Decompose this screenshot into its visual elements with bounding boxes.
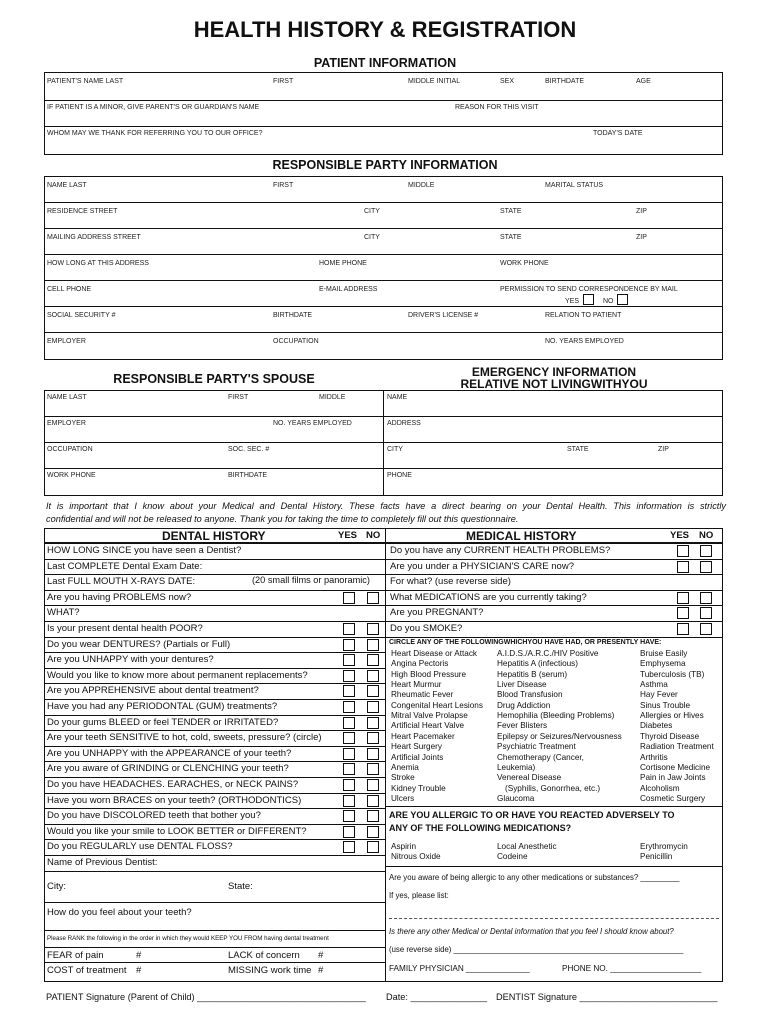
rp-license-field[interactable]: DRIVER'S LICENSE # bbox=[408, 312, 479, 319]
patient-signature-field[interactable]: PATIENT Signature (Parent of Child) _________________________________ bbox=[46, 992, 366, 1002]
permission-no-label: NO bbox=[603, 298, 614, 305]
dental-no-checkbox[interactable] bbox=[367, 810, 379, 822]
dentist-signature-field[interactable]: DENTIST Signature ___________________________ bbox=[496, 992, 718, 1002]
dental-question: HOW LONG SINCE you have seen a Dentist? bbox=[47, 545, 242, 556]
medical-yes-checkbox[interactable] bbox=[677, 592, 689, 604]
dental-yes-checkbox[interactable] bbox=[343, 810, 355, 822]
condition-item[interactable]: Artificial Joints bbox=[391, 752, 444, 762]
dental-no-checkbox[interactable] bbox=[367, 639, 379, 651]
rp-mailing-city-field[interactable]: CITY bbox=[364, 234, 380, 241]
permission-no-checkbox[interactable] bbox=[617, 294, 628, 305]
dental-yes-checkbox[interactable] bbox=[343, 685, 355, 697]
condition-item[interactable]: A.I.D.S./A.R.C./HIV Positive bbox=[497, 649, 599, 658]
rank-lack-input[interactable]: # bbox=[318, 950, 324, 961]
condition-item[interactable]: Cosmetic Surgery bbox=[640, 793, 706, 803]
condition-item[interactable]: Angina Pectoris bbox=[391, 659, 449, 669]
condition-item[interactable]: Kidney Trouble bbox=[391, 783, 446, 793]
dental-question: Do you REGULARLY use DENTAL FLOSS? bbox=[47, 841, 233, 853]
condition-item[interactable]: Stroke bbox=[391, 773, 415, 783]
emergency-zip-field[interactable]: ZIP bbox=[658, 446, 669, 453]
medical-no-checkbox[interactable] bbox=[700, 561, 712, 573]
condition-item[interactable]: Heart Disease or Attack bbox=[391, 649, 478, 658]
dental-question: Are your teeth SENSITIVE to hot, cold, sweets, pressure? (circle) bbox=[47, 732, 322, 744]
dental-question: Do you wear DENTURES? (Partials or Full) bbox=[47, 638, 231, 650]
medical-question: Do you SMOKE? bbox=[390, 623, 463, 634]
rp-first-field[interactable]: FIRST bbox=[273, 182, 294, 189]
rp-mailing-field[interactable]: MAILING ADDRESS STREET bbox=[47, 234, 141, 241]
dental-no-checkbox[interactable] bbox=[367, 701, 379, 713]
xray-note: (20 small films or panoramic) bbox=[252, 575, 370, 585]
rank-fear: FEAR of pain bbox=[47, 950, 104, 961]
dental-question: Is your present dental health POOR? bbox=[47, 623, 203, 634]
spouse-work-phone-field[interactable]: WORK PHONE bbox=[47, 472, 96, 479]
medical-question: Are you under a PHYSICIAN'S CARE now? bbox=[390, 560, 574, 572]
medical-question: For what? (use reverse side) bbox=[390, 576, 511, 588]
spouse-name-last-field[interactable]: NAME LAST bbox=[47, 394, 87, 401]
rank-missing-input[interactable]: # bbox=[318, 965, 324, 976]
condition-item[interactable]: Blood Transfusion bbox=[497, 690, 563, 700]
rp-residence-field[interactable]: RESIDENCE STREET bbox=[47, 208, 118, 215]
medical-yes-checkbox[interactable] bbox=[677, 607, 689, 619]
emergency-section-heading: EMERGENCY INFORMATION bbox=[471, 365, 637, 379]
medical-no-checkbox[interactable] bbox=[700, 623, 712, 635]
rp-ssn-field[interactable]: SOCIAL SECURITY # bbox=[47, 312, 116, 319]
med-aspirin[interactable]: Aspirin bbox=[391, 842, 417, 851]
rp-marital-field[interactable]: MARITAL STATUS bbox=[545, 182, 604, 189]
dental-no-checkbox[interactable] bbox=[367, 732, 379, 744]
dental-question: Have you worn BRACES on your teeth? (ORTHODONTICS) bbox=[47, 794, 302, 806]
rp-occupation-field[interactable]: OCCUPATION bbox=[273, 338, 319, 345]
rank-cost: COST of treatment bbox=[47, 965, 127, 976]
spouse-birthdate-field[interactable]: BIRTHDATE bbox=[228, 472, 268, 479]
condition-item[interactable]: Anemia bbox=[391, 762, 419, 772]
medical-question: Are you PREGNANT? bbox=[390, 607, 484, 619]
condition-item[interactable]: Psychiatric Treatment bbox=[497, 742, 576, 752]
condition-item[interactable]: Heart Murmur bbox=[391, 680, 442, 690]
dental-yes-checkbox[interactable] bbox=[343, 623, 355, 635]
dental-question: Name of Previous Dentist: bbox=[47, 857, 158, 868]
condition-item[interactable]: Hemophilia (Bleeding Problems) bbox=[497, 711, 615, 721]
medical-yes-checkbox[interactable] bbox=[677, 545, 689, 557]
emergency-address-field[interactable]: ADDRESS bbox=[387, 420, 421, 427]
condition-item[interactable]: Arthritis bbox=[640, 752, 668, 762]
condition-item[interactable]: Venereal Disease bbox=[497, 773, 562, 783]
dental-question: Do your gums BLEED or feel TENDER or IRRITATED? bbox=[47, 716, 279, 728]
medical-yes-header: YES bbox=[670, 530, 690, 541]
medical-history-heading: MEDICAL HISTORY bbox=[466, 529, 577, 543]
medical-no-checkbox[interactable] bbox=[700, 592, 712, 604]
condition-item[interactable]: Leukemia) bbox=[497, 762, 536, 772]
rp-permission-label: PERMISSION TO SEND CORRESPONDENCE BY MAIL bbox=[500, 286, 678, 293]
notice-line-1: It is important that I know about your Medical and Dental History. These facts have a direct bearing on your Dental Health. This information is strictly bbox=[46, 501, 726, 511]
med-codeine[interactable]: Codeine bbox=[497, 852, 528, 861]
condition-item[interactable]: Asthma bbox=[640, 680, 668, 690]
referral-field[interactable]: WHOM MAY WE THANK FOR REFERRING YOU TO OUR OFFICE? bbox=[47, 130, 263, 137]
rp-zip-field[interactable]: ZIP bbox=[636, 208, 647, 215]
dental-no-checkbox[interactable] bbox=[367, 717, 379, 729]
dental-yes-checkbox[interactable] bbox=[343, 826, 355, 838]
medical-no-checkbox[interactable] bbox=[700, 545, 712, 557]
spouse-middle-field[interactable]: MIDDLE bbox=[319, 394, 346, 401]
dental-yes-checkbox[interactable] bbox=[343, 670, 355, 682]
other-allergy-question[interactable]: Are you aware of being allergic to any other medications or substances? _________ bbox=[389, 873, 680, 882]
condition-item[interactable]: Heart Pacemaker bbox=[391, 731, 455, 741]
dental-no-checkbox[interactable] bbox=[367, 592, 379, 604]
patient-section-heading: PATIENT INFORMATION bbox=[313, 56, 457, 70]
condition-item[interactable]: Liver Disease bbox=[497, 680, 547, 690]
rank-fear-input[interactable]: # bbox=[136, 950, 142, 961]
dental-no-header: NO bbox=[366, 530, 381, 541]
dental-question: Last FULL MOUTH X-RAYS DATE: bbox=[47, 576, 196, 588]
allergy-question-1: ARE YOU ALLERGIC TO OR HAVE YOU REACTED ADVERSELY TO bbox=[389, 810, 675, 820]
patient-info-box bbox=[44, 72, 723, 155]
medical-no-header: NO bbox=[699, 530, 714, 541]
dental-yes-header: YES bbox=[338, 530, 358, 541]
condition-item[interactable]: Thyroid Disease bbox=[640, 731, 700, 741]
condition-item[interactable]: Cortisone Medicine bbox=[640, 762, 711, 772]
condition-item[interactable]: Hay Fever bbox=[640, 690, 678, 700]
dental-yes-checkbox[interactable] bbox=[343, 654, 355, 666]
condition-item[interactable]: Emphysema bbox=[640, 659, 686, 669]
condition-item[interactable]: (Syphilis, Gonorrhea, etc.) bbox=[505, 783, 601, 793]
dental-question: Last COMPLETE Dental Exam Date: bbox=[47, 560, 203, 572]
dental-yes-checkbox[interactable] bbox=[343, 841, 355, 853]
dental-question: Would you like your smile to LOOK BETTER or DIFFERENT? bbox=[47, 825, 307, 837]
dental-yes-checkbox[interactable] bbox=[343, 639, 355, 651]
condition-item[interactable]: Allergies or Hives bbox=[640, 711, 704, 721]
dental-no-checkbox[interactable] bbox=[367, 763, 379, 775]
condition-item[interactable]: High Blood Pressure bbox=[391, 669, 467, 679]
dental-yes-checkbox[interactable] bbox=[343, 732, 355, 744]
medical-question: What MEDICATIONS are you currently taking? bbox=[390, 591, 587, 603]
rp-employer-field[interactable]: EMPLOYER bbox=[47, 338, 86, 345]
condition-item[interactable]: Heart Surgery bbox=[391, 742, 442, 752]
circle-conditions-instruction: CIRCLE ANY OF THE FOLLOWINGWHICHYOU HAVE HAD, OR PRESENTLY HAVE: bbox=[389, 639, 662, 646]
spouse-first-field[interactable]: FIRST bbox=[228, 394, 249, 401]
emergency-city-field[interactable]: CITY bbox=[387, 446, 403, 453]
dental-yes-checkbox[interactable] bbox=[343, 779, 355, 791]
dental-no-checkbox[interactable] bbox=[367, 779, 379, 791]
allergy-question-2: ANY OF THE FOLLOWING MEDICATIONS? bbox=[389, 823, 572, 833]
permission-yes-label: YES bbox=[565, 298, 580, 305]
spouse-section-heading: RESPONSIBLE PARTY'S SPOUSE bbox=[113, 372, 315, 386]
condition-item[interactable]: Tuberculosis (TB) bbox=[640, 669, 705, 679]
dental-no-checkbox[interactable] bbox=[367, 748, 379, 760]
rp-email-field[interactable]: E-MAIL ADDRESS bbox=[319, 286, 378, 293]
condition-item[interactable]: Bruise Easily bbox=[640, 649, 688, 658]
dental-question: Would you like to know more about permanent replacements? bbox=[47, 669, 308, 681]
rp-mailing-zip-field[interactable]: ZIP bbox=[636, 234, 647, 241]
rp-middle-field[interactable]: MIDDLE bbox=[408, 182, 435, 189]
dental-question: Do you have DISCOLORED teeth that bother you? bbox=[47, 810, 261, 822]
guardian-name-field[interactable]: IF PATIENT IS A MINOR, GIVE PARENT'S OR GUARDIAN'S NAME bbox=[47, 104, 260, 111]
dental-no-checkbox[interactable] bbox=[367, 654, 379, 666]
responsible-section-heading: RESPONSIBLE PARTY INFORMATION bbox=[272, 158, 498, 172]
rank-missing-work: MISSING work time bbox=[228, 965, 312, 976]
physician-phone-field[interactable]: PHONE NO. ____________________ bbox=[562, 964, 702, 973]
spouse-soc-field[interactable]: SOC. SEC. # bbox=[228, 446, 270, 453]
patient-sex-field[interactable]: SEX bbox=[500, 78, 515, 85]
rp-cell-field[interactable]: CELL PHONE bbox=[47, 286, 92, 293]
previous-dentist-city-field[interactable]: City: bbox=[47, 881, 66, 892]
condition-item[interactable]: Drug Addiction bbox=[497, 700, 551, 710]
allergy-list-field[interactable]: If yes, please list: bbox=[389, 891, 449, 900]
med-local-anesthetic[interactable]: Local Anesthetic bbox=[497, 842, 557, 851]
emergency-state-field[interactable]: STATE bbox=[567, 446, 589, 453]
condition-item[interactable]: Radiation Treatment bbox=[640, 742, 714, 752]
rank-lack: LACK of concern bbox=[228, 950, 300, 961]
family-physician-field[interactable]: FAMILY PHYSICIAN ______________ bbox=[389, 964, 530, 973]
patient-middle-initial-field[interactable]: MIDDLE INITIAL bbox=[408, 78, 461, 85]
permission-yes-checkbox[interactable] bbox=[583, 294, 594, 305]
condition-item[interactable]: Hepatitis A (infectious) bbox=[497, 659, 579, 669]
dental-no-checkbox[interactable] bbox=[367, 841, 379, 853]
spouse-employer-field[interactable]: EMPLOYER bbox=[47, 420, 86, 427]
patient-name-last-field[interactable]: PATIENT'S NAME LAST bbox=[47, 78, 124, 85]
dental-yes-checkbox[interactable] bbox=[343, 717, 355, 729]
dental-yes-checkbox[interactable] bbox=[343, 795, 355, 807]
condition-item[interactable]: Glaucoma bbox=[497, 793, 535, 803]
condition-item[interactable]: Pain in Jaw Joints bbox=[640, 773, 706, 783]
other-info-field[interactable]: (use reverse side) _____________________________________________________ bbox=[389, 945, 684, 954]
medical-question: Do you have any CURRENT HEALTH PROBLEMS? bbox=[390, 545, 611, 556]
medical-yes-checkbox[interactable] bbox=[677, 561, 689, 573]
condition-item[interactable]: Fever Blisters bbox=[497, 721, 548, 731]
dental-yes-checkbox[interactable] bbox=[343, 748, 355, 760]
other-info-question: Is there any other Medical or Dental information that you feel I should know about? bbox=[389, 927, 674, 936]
med-nitrous-oxide[interactable]: Nitrous Oxide bbox=[391, 852, 441, 861]
med-erythromycin[interactable]: Erythromycin bbox=[640, 842, 688, 851]
rp-state-field[interactable]: STATE bbox=[500, 208, 522, 215]
condition-item[interactable]: Diabetes bbox=[640, 721, 673, 731]
rank-instruction: Please RANK the following in the order in which they would KEEP YOU FROM having dental treatment bbox=[47, 935, 329, 942]
notice-line-2: confidential and will not be released to anyone. Thank you for taking the time to completely fill out this questionnaire. bbox=[46, 514, 519, 524]
condition-item[interactable]: Congenital Heart Lesions bbox=[391, 700, 483, 710]
feel-about-teeth-field[interactable]: How do you feel about your teeth? bbox=[47, 907, 192, 918]
dental-yes-checkbox[interactable] bbox=[343, 592, 355, 604]
rp-mailing-state-field[interactable]: STATE bbox=[500, 234, 522, 241]
dental-no-checkbox[interactable] bbox=[367, 685, 379, 697]
emergency-subheading: RELATIVE NOT LIVINGWITHYOU bbox=[460, 377, 648, 391]
condition-item[interactable]: Epilepsy or Seizures/Nervousness bbox=[497, 731, 622, 741]
dental-question: Are you having PROBLEMS now? bbox=[47, 591, 192, 603]
emergency-name-field[interactable]: NAME bbox=[387, 394, 408, 401]
rp-years-field[interactable]: NO. YEARS EMPLOYED bbox=[545, 338, 624, 345]
patient-first-field[interactable]: FIRST bbox=[273, 78, 294, 85]
dental-history-heading: DENTAL HISTORY bbox=[162, 529, 266, 543]
dental-yes-checkbox[interactable] bbox=[343, 763, 355, 775]
visit-reason-field[interactable]: REASON FOR THIS VISIT bbox=[455, 104, 539, 111]
dental-question: WHAT? bbox=[47, 607, 80, 619]
dental-no-checkbox[interactable] bbox=[367, 826, 379, 838]
dental-no-checkbox[interactable] bbox=[367, 795, 379, 807]
page-title: HEALTH HISTORY & REGISTRATION bbox=[193, 17, 577, 42]
dental-question: Are you aware of GRINDING or CLENCHING your teeth? bbox=[47, 763, 289, 775]
med-penicillin[interactable]: Penicillin bbox=[640, 852, 673, 861]
dental-question: Have you had any PERIODONTAL (GUM) treatments? bbox=[47, 701, 278, 712]
rank-cost-input[interactable]: # bbox=[136, 965, 142, 976]
patient-age-field[interactable]: AGE bbox=[636, 78, 651, 85]
previous-dentist-state-field[interactable]: State: bbox=[228, 881, 253, 892]
rp-birthdate-field[interactable]: BIRTHDATE bbox=[273, 312, 313, 319]
medical-no-checkbox[interactable] bbox=[700, 607, 712, 619]
condition-item[interactable]: Ulcers bbox=[391, 793, 415, 803]
patient-birthdate-field[interactable]: BIRTHDATE bbox=[545, 78, 585, 85]
rp-how-long-field[interactable]: HOW LONG AT THIS ADDRESS bbox=[47, 260, 149, 267]
medical-yes-checkbox[interactable] bbox=[677, 623, 689, 635]
condition-item[interactable]: Rheumatic Fever bbox=[391, 690, 454, 700]
condition-item[interactable]: Chemotherapy (Cancer, bbox=[497, 752, 584, 762]
condition-item[interactable]: Alcoholism bbox=[640, 783, 680, 793]
condition-item[interactable]: Hepatitis B (serum) bbox=[497, 669, 568, 679]
condition-item[interactable]: Sinus Trouble bbox=[640, 700, 691, 710]
dental-no-checkbox[interactable] bbox=[367, 623, 379, 635]
dental-question: Are you UNHAPPY with the APPEARANCE of your teeth? bbox=[47, 747, 292, 759]
condition-item[interactable]: Artificial Heart Valve bbox=[391, 721, 465, 731]
todays-date-field[interactable]: TODAY'S DATE bbox=[593, 130, 643, 137]
spouse-years-field[interactable]: NO. YEARS EMPLOYED bbox=[273, 420, 352, 427]
dental-yes-checkbox[interactable] bbox=[343, 701, 355, 713]
rp-relation-field[interactable]: RELATION TO PATIENT bbox=[545, 312, 622, 319]
dental-question: Are you UNHAPPY with your dentures? bbox=[47, 654, 214, 666]
signature-date-field[interactable]: Date: _______________ bbox=[386, 992, 488, 1002]
dental-question: Are you APPREHENSIVE about dental treatment? bbox=[47, 685, 259, 697]
emergency-phone-field[interactable]: PHONE bbox=[387, 472, 412, 479]
rp-work-phone-field[interactable]: WORK PHONE bbox=[500, 260, 549, 267]
dental-question: Do you have HEADACHES. EARACHES, or NECK PAINS? bbox=[47, 779, 299, 790]
spouse-occupation-field[interactable]: OCCUPATION bbox=[47, 446, 93, 453]
condition-item[interactable]: Mitral Valve Prolapse bbox=[391, 711, 468, 721]
rp-home-phone-field[interactable]: HOME PHONE bbox=[319, 260, 367, 267]
rp-name-last-field[interactable]: NAME LAST bbox=[47, 182, 87, 189]
dental-no-checkbox[interactable] bbox=[367, 670, 379, 682]
rp-city-field[interactable]: CITY bbox=[364, 208, 380, 215]
